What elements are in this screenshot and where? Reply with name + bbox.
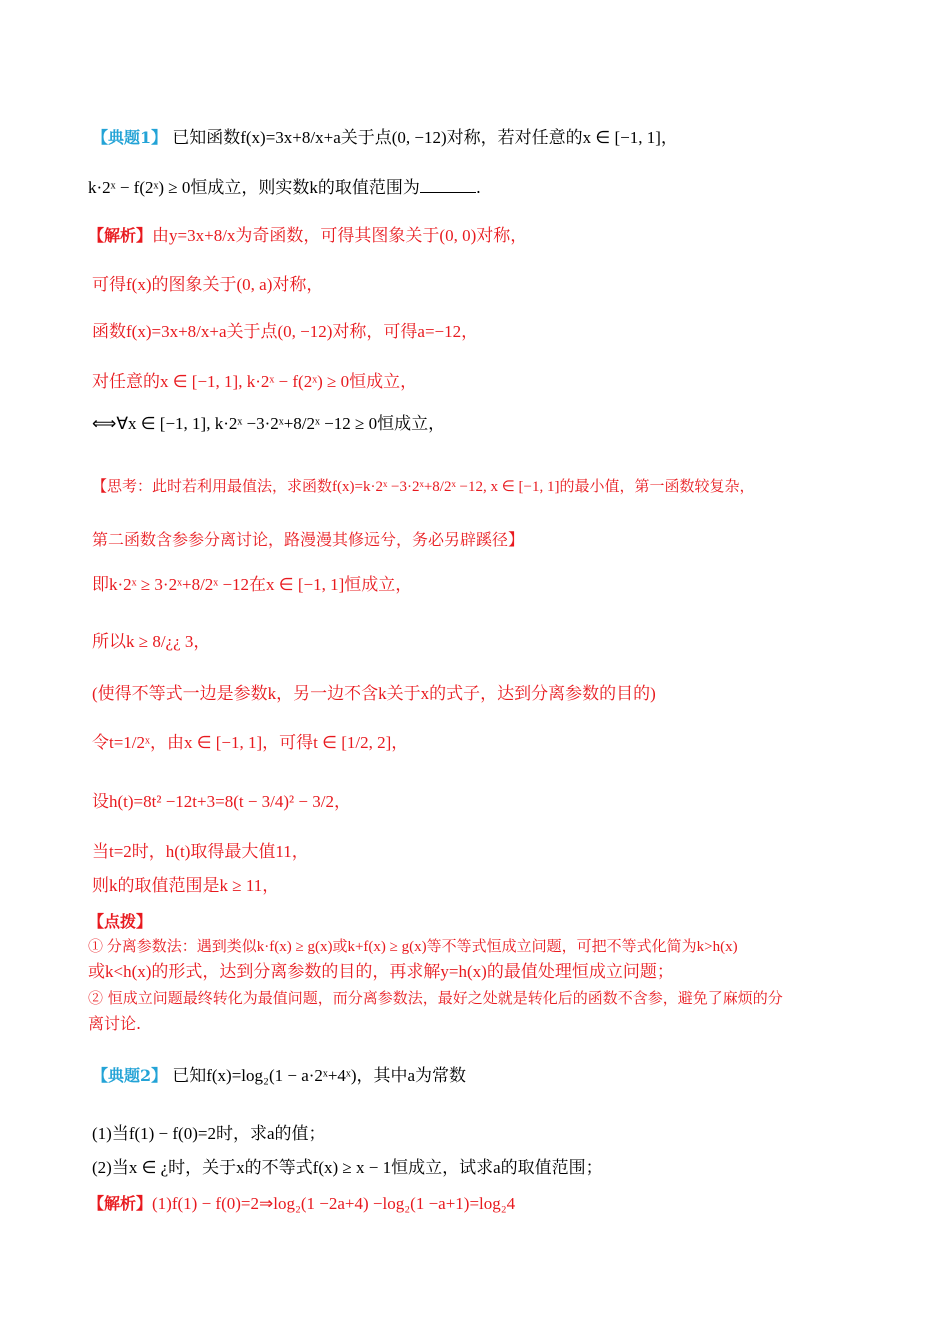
tip-line1: ① 分离参数法：遇到类似k·f(x) ≥ g(x)或k+f(x) ≥ g(x)等不等式恒成立问题，可把不等式化简为k>h(x) — [88, 939, 738, 955]
example1-statement: 【典题1】 已知函数f(x)=3x+8/x+a关于点(0, −12)对称，若对任意的x ∈ [−1, 1]， — [92, 128, 678, 147]
answer-blank — [420, 178, 476, 193]
solution1-line11: 当t=2时，h(t)取得最大值11， — [92, 842, 309, 861]
solution1-line3: 函数f(x)=3x+8/x+a关于点(0, −12)对称，可得a=−12， — [92, 322, 479, 341]
solution2-label: 【解析】 — [88, 1194, 153, 1213]
thinking-note-line1: 【思考：此时若利用最值法，求函数f(x)=k·2ˣ −3·2ˣ+8/2ˣ −12, x ∈ [−1, 1]的最小值，第一函数较复杂， — [92, 479, 755, 495]
example2-statement: 【典题2】 已知f(x)=log₂(1 − a·2ˣ+4ˣ)，其中a为常数 — [92, 1066, 467, 1085]
tip-line2: 或k<h(x)的形式，达到分离参数的目的，再求解y=h(x)的最值处理恒成立问题； — [88, 962, 674, 981]
solution1-line7: 所以k ≥ 8/¿¿ 3， — [92, 632, 211, 651]
solution2-line1: 【解析】(1)f(1) − f(0)=2⇒log₂(1 −2a+4) −log₂(1 −a+1)=log₂4 — [88, 1194, 516, 1213]
example1-statement-cont: k·2ˣ − f(2ˣ) ≥ 0恒成立，则实数k的取值范围为 . — [88, 178, 481, 197]
solution1-line8: (使得不等式一边是参数k，另一边不含k关于x的式子，达到分离参数的目的) — [92, 684, 656, 703]
solution1-line12: 则k的取值范围是k ≥ 11， — [92, 876, 280, 895]
solution1-line2: 可得f(x)的图象关于(0, a)对称， — [92, 275, 324, 294]
tip-line3: ② 恒成立问题最终转化为最值问题，而分离参数法，最好之处就是转化后的函数不含参，避免了麻烦的分 — [88, 989, 783, 1007]
tip-label: 【点拨】 — [88, 912, 153, 931]
example2-question1: (1)当f(1) − f(0)=2时，求a的值； — [92, 1124, 326, 1143]
solution1-line1: 【解析】由y=3x+8/x为奇函数，可得其图象关于(0, 0)对称， — [88, 226, 528, 245]
example2-label: 【典题2】 — [92, 1066, 168, 1085]
solution1-line9: 令t=1/2ˣ，由x ∈ [−1, 1]，可得t ∈ [1/2, 2]， — [92, 733, 409, 752]
tip-line4: 离讨论. — [88, 1014, 142, 1033]
solution1-line4: 对任意的x ∈ [−1, 1], k·2ˣ − f(2ˣ) ≥ 0恒成立， — [92, 372, 418, 391]
example2-question2: (2)当x ∈ ¿时，关于x的不等式f(x) ≥ x − 1恒成立，试求a的取值范围； — [92, 1158, 603, 1177]
tip-label-line — [88, 912, 152, 932]
thinking-note-line2: 第二函数含参参分离讨论，路漫漫其修远兮，务必另辟蹊径】 — [92, 530, 525, 549]
solution1-line6: 即k·2ˣ ≥ 3·2ˣ+8/2ˣ −12在x ∈ [−1, 1]恒成立， — [92, 575, 413, 594]
solution1-line10: 设h(t)=8t² −12t+3=8(t − 3/4)² − 3/2， — [92, 792, 351, 811]
example1-label: 【典题1】 — [92, 128, 168, 147]
solution1-line5: ⟺∀x ∈ [−1, 1], k·2ˣ −3·2ˣ+8/2ˣ −12 ≥ 0恒成立， — [92, 414, 446, 433]
solution1-label: 【解析】 — [88, 226, 153, 245]
